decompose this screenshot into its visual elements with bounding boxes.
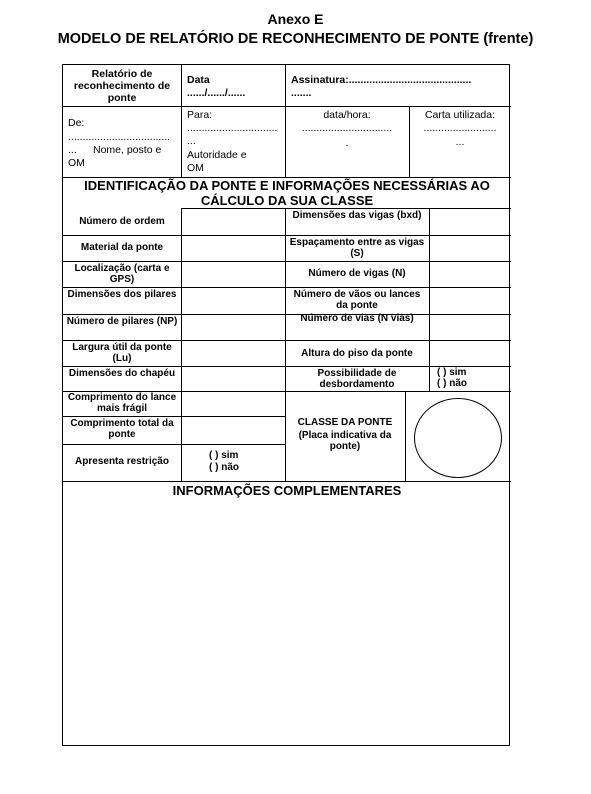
option-restriction-yes[interactable]: ( ) sim (209, 450, 239, 461)
complementary-info-area[interactable] (65, 501, 509, 741)
section-heading-complementary: INFORMAÇÕES COMPLEMENTARES (172, 483, 402, 498)
report-form (62, 64, 510, 746)
col-divider (285, 208, 286, 481)
label-lane-count: Número de vias (N vias) (300, 313, 414, 324)
datetime-label: data/hora: (323, 109, 371, 121)
col-divider (409, 106, 410, 177)
row-divider (63, 481, 511, 482)
from-field[interactable]: ................................... (68, 131, 171, 143)
label-restriction: Apresenta restrição (75, 456, 169, 467)
map-field[interactable]: ......................... (423, 122, 497, 134)
signature-field[interactable]: Assinatura:.......................................... (291, 74, 472, 86)
col-divider (405, 391, 406, 481)
map-field-dots: ... (455, 136, 465, 148)
col-divider (181, 65, 182, 177)
row-divider (63, 416, 285, 417)
label-cap-dimensions: Dimensões do chapéu (68, 368, 176, 379)
col-divider (429, 208, 430, 391)
to-authority: Autoridade e (187, 149, 247, 161)
label-location: Localização (carta e GPS) (74, 263, 170, 285)
report-label: Relatório de reconhecimento de ponte (73, 68, 171, 104)
row-divider (63, 235, 511, 236)
bridge-class-plate[interactable] (414, 398, 502, 478)
label-material: Material da ponte (80, 242, 164, 253)
label-bridge-class: CLASSE DA PONTE (297, 417, 393, 428)
option-restriction-no[interactable]: ( ) não (209, 462, 239, 473)
row-divider (63, 340, 511, 341)
map-label: Carta utilizada: (424, 109, 496, 121)
label-beam-count: Número de vigas (N) (308, 268, 406, 279)
section-heading-identification-line2: CÁLCULO DA SUA CLASSE (200, 193, 374, 208)
label-beam-spacing: Espaçamento entre as vigas (S) (289, 237, 425, 259)
date-label: Data (187, 74, 210, 86)
date-field[interactable]: ....../....../...... (187, 87, 246, 99)
to-field[interactable]: ............................... (187, 122, 278, 134)
from-label: De: (68, 117, 85, 129)
label-pillar-count: Número de pilares (NP) (66, 316, 178, 327)
from-name-rank: Nome, posto e (93, 144, 162, 156)
section-heading-identification: IDENTIFICAÇÃO DA PONTE E INFORMAÇÕES NECESSÁRIAS AO (84, 178, 490, 193)
page-title: MODELO DE RELATÓRIO DE RECONHECIMENTO DE PONTE (frente) (57, 31, 534, 47)
annex-label: Anexo E (267, 11, 324, 27)
from-om: OM (68, 157, 85, 169)
label-deck-height: Altura do piso da ponte (301, 348, 413, 359)
label-total-length: Comprimento total da ponte (70, 418, 174, 440)
label-pillar-dimensions: Dimensões dos pilares (67, 289, 177, 300)
row-divider (63, 261, 511, 262)
datetime-dot: . (345, 137, 349, 149)
label-order-number: Número de ordem (79, 216, 165, 227)
label-usable-width: Largura útil da ponte (Lu) (72, 342, 172, 364)
row-divider (63, 444, 285, 445)
row-divider (63, 287, 511, 288)
option-overflow-yes[interactable]: ( ) sim (437, 367, 467, 378)
datetime-field[interactable]: ............................... (301, 122, 393, 134)
label-bridge-class-sub: (Placa indicativa da ponte) (298, 430, 392, 452)
label-span-count: Número de vãos ou lances da ponte (293, 289, 421, 311)
col-divider (181, 208, 182, 481)
row-divider (181, 208, 511, 209)
signature-field-cont: ....... (291, 87, 312, 99)
to-label: Para: (187, 109, 213, 121)
label-weakest-span: Comprimento do lance mais frágil (67, 392, 177, 414)
from-field-dots: ... (68, 144, 77, 156)
col-divider (285, 65, 286, 177)
to-field-dots: ... (187, 135, 196, 147)
label-overflow: Possibilidade de desbordamento (317, 368, 397, 390)
option-overflow-no[interactable]: ( ) não (437, 378, 467, 389)
label-beam-dimensions: Dimensões das vigas (bxd) (292, 210, 422, 221)
to-om: OM (187, 162, 204, 174)
row-divider (63, 106, 511, 107)
